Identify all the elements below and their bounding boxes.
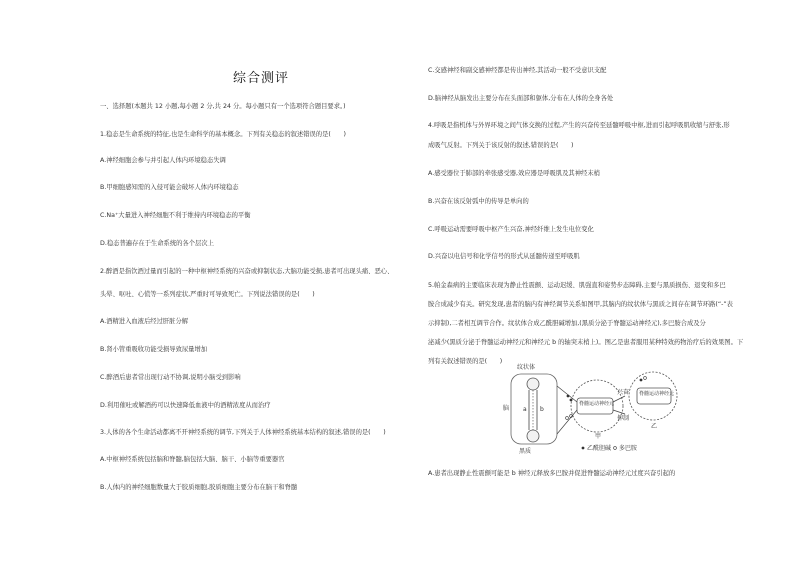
label-spinal-yi: 脊髓运动神经元 [639, 391, 675, 397]
label-inhibit: 抑制 [617, 415, 630, 422]
da-dot [566, 417, 569, 420]
ach-dot [570, 399, 573, 402]
q5-option-a: A.患者出现静止性震颤可能是 b 神经元释放多巴胺并促进脊髓运动神经元过度兴奋引起的 [428, 470, 676, 477]
q4-option-b: B.兴奋在该反射弧中的传导是单向的 [428, 198, 529, 205]
q4-option-c: C.呼吸运动需要呼吸中枢产生兴奋,神经纤维上发生电位变化 [428, 226, 594, 233]
q1-option-d: D.稳态普遍存在于生命系统的各个层次上 [100, 240, 214, 247]
question-2-line-1: 2.醉酒是指饮酒过量而引起的一种中枢神经系统的兴奋或抑制状态,大脑功能受损,患者可出现头痛、恶心、 [100, 268, 394, 275]
label-yi: 乙 [651, 423, 658, 430]
arrow-inhibit [613, 410, 625, 414]
q3-option-a: A.中枢神经系统包括脑和脊髓,脑包括大脑、脑干、小脑等重要器官 [100, 456, 285, 463]
label-excite: 兴奋 [617, 389, 630, 396]
q2-option-d: D.利用催吐或解酒药可以快速降低血液中的酒精浓度从而治疗 [100, 402, 271, 409]
label-spinal-jia: 脊髓运动神经元 [579, 401, 615, 407]
striatum-neuron [527, 378, 539, 390]
q1-option-c: C.Na⁺大量进入神经细胞不利于维持内环境稳态的平衡 [100, 212, 251, 219]
question-5-line-3: 示抑制),二者相互调节合作。纹状体合成乙酰胆碱增加,(黑质分泌于脊髓运动神经元),多巴胺合成及分 [428, 320, 706, 327]
neural-circuit-diagram [503, 356, 693, 456]
ach-dot [640, 379, 643, 382]
question-5-line-4: 泌减少(黑质分泌于脊髓运动神经元和神经元 b 的轴突末梢上)。图乙是患者服用某种特效药物治疗后的效果图。下 [428, 339, 744, 346]
question-2-line-2: 头晕、呕吐、心慌等一系列症状,严重时可导致死亡。下列说法错误的是( ) [100, 291, 315, 298]
q3-option-d: D.脑神经从脑发出主要分布在头面部和躯体,分布在人体的全身各处 [428, 95, 614, 102]
label-brain: 脑 [503, 405, 510, 412]
substantia-neuron [527, 430, 539, 442]
q2-option-b: B.肾小管重吸收功能受损导致尿量增加 [100, 346, 208, 353]
label-striatum: 纹状体 [517, 364, 536, 371]
legend-da: 多巴胺 [619, 445, 638, 452]
legend-da-symbol [614, 447, 617, 450]
question-5-line-5: 列有关叙述错误的是( ) [428, 358, 503, 365]
arrow-excite [613, 396, 625, 402]
q1-option-a: A.神经细胞会参与并引起人体内环境稳态失调 [100, 157, 226, 164]
q4-option-d: D.兴奋以电信号和化学信号的形式从延髓传递至呼吸肌 [428, 253, 580, 260]
question-4-line-1: 4.呼吸是指机体与外界环境之间气体交换的过程,产生的兴奋传至延髓呼吸中枢,进而引起呼吸肌收缩与舒张,形 [428, 122, 730, 129]
label-b: b [540, 406, 544, 413]
page-title: 综合测评 [233, 71, 290, 86]
ach-dot [567, 395, 570, 398]
question-3: 3.人体的各个生命活动都离不开神经系统的调节,下列关于人体神经系统基本结构的叙述,错误的是( ) [100, 429, 386, 436]
q1-option-b: B.甲细胞感知需的入侵可能会破坏人体内环境稳态 [100, 184, 239, 191]
legend-ach: 乙酰胆碱 [587, 445, 612, 452]
q2-option-a: A.酒精进入血液后经过肝脏分解 [100, 318, 189, 325]
question-4-line-2: 成吸气反射。下列关于该反射的叙述,错误的是( ) [428, 142, 574, 149]
legend-ach-symbol [582, 447, 585, 450]
arrow-to-jia-1 [557, 386, 577, 402]
question-5-line-2: 胺合成减少有关。研究发现,患者的脑内有神经调节关系如图甲,其脑内的纹状体与黑质之间存在调节环路(“-”表 [428, 301, 733, 308]
label-a: a [523, 406, 527, 413]
question-5-line-1: 5.帕金森病的主要临床表现为静止性震颤、运动迟缓、肌强直和姿势步态障碍,主要与黑质损伤、退变和多巴 [428, 282, 726, 289]
q2-option-c: C.醉酒后患者常出现行动不协调,说明小脑受到影响 [100, 374, 241, 381]
da-dot [644, 377, 647, 380]
q3-option-b: B.人体内的神经细胞数量大于胶质细胞,胶质细胞主要分布在脑干和脊髓 [100, 484, 298, 491]
question-1: 1.稳态是生命系统的特征,也是生命科学的基本概念。下列有关稳态的叙述错误的是( ) [100, 131, 346, 138]
q4-option-a: A.感受器位于肺部的牵张感受器,效应器是呼吸肌及其神经末梢 [428, 170, 600, 177]
label-substantia: 黑质 [519, 448, 532, 455]
q3-option-c: C.交感神经和副交感神经都是传出神经,其活动一般不受意识支配 [428, 67, 607, 74]
label-jia: 甲 [595, 433, 602, 440]
section-heading: 一、选择题(本题共 12 小题,每小题 2 分,共 24 分。每小题只有一个选项符合题目要求。) [100, 103, 346, 110]
arrow-to-jia-2 [557, 410, 577, 434]
